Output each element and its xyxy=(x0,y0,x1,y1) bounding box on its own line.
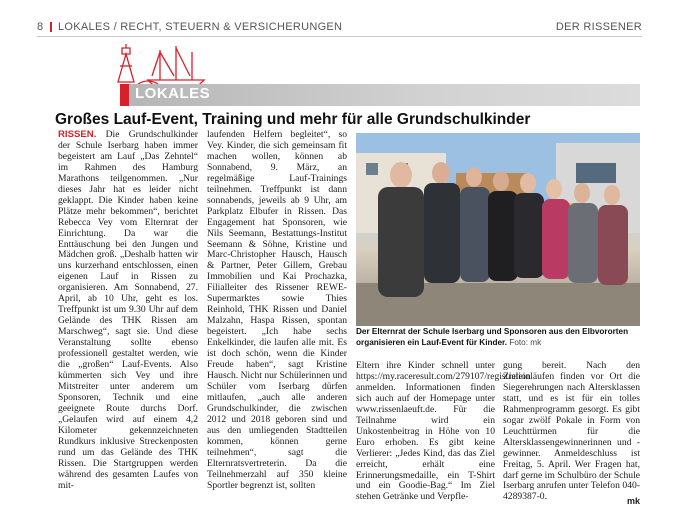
article-column-2 xyxy=(207,130,347,510)
article-dateline: RISSEN. xyxy=(58,129,97,140)
photo-caption xyxy=(356,327,640,355)
column-1-text: Die Grundschulkinder der Schule Iserbarg haben immer begeistert am Lauf „Das Zehntel“ im Rahmen des Hamburg Marathons teilgenommen. „Nur dieses Jahr hat es leider nicht geklappt. Die Kinder haben keine Plätze mehr bekommen“, berichtet Rebecca Vey vom Elternrat der Einrichtung. Da war die Enttäuschung bei den Jungen und Mädchen groß. „Deshalb hatten wir uns kurzerhand entschlossen, einen eigenen Lauf in Rissen zu organisieren. Am Sonnabend, 27. April, ab 10 Uhr, geht es los. Treffpunkt ist um 9.30 Uhr auf dem Gelände des THK Rissen am Marschweg“, sagt sie. Und diese Veranstaltung sollte ebenso professionell gestaltet werden, wie die „großen“ Lauf-Events. Also kümmerten sich Vey und ihre Mitstreiter unter anderem um Sponsoren, Technik und eine geeignete Route durchs Dorf. „Gelaufen wird auf einem 4,2 Kilometer gekennzeichneten Rundkurs inklusive Streckenposten rund um das Gelände des THK Rissen. Die Startgruppen werden während des gesamten Laufes von mit- xyxy=(58,129,198,491)
column-2-text: laufenden Helfern begleitet“, so Vey. Kinder, die sich gemeinsam fit machen wollen, können ab Sonnabend, 9. März, an regelmäßige Lauf-Trainings teilnehmen. Treffpunkt ist dann sonnabends, jeweils ab 9 Uhr, am Parkplatz Elbufer in Rissen. Das Engagement hat Sponsoren, wie Nils Seemann, Bestattungs-Institut Seemann & Söhne, Kristine und Marc-Christopher Hausch, Hausch & Partner, Peter Gillem, Grebau Immobilien und Kai Prochazka, Filialleiter des Rissener REWE-Supermarktes sowie Thies Reinhold, THK Rissen und Daniel Malzahn, Haspa Rissen, spontan begeistert. „Ich habe sechs Enkelkinder, die laufen alle mit. Es ist doch schön, wenn die Kinder Freude haben“, sagt Kristine Hausch. Nicht nur Schülerinnen und Schüler vom Iserbarg dürfen mitlaufen, „auch alle anderen Grundschulkinder, die zwischen 2012 und 2018 geboren sind und aus den umliegenden Stadtteilen kommen, können gerne teilnehmen“, sagt die Elternratsvertreterin. Da die Teilnehmerzahl auf 350 kleine Sportler begrenzt ist, sollten xyxy=(207,129,347,491)
section-banner-accent xyxy=(120,84,129,106)
photo-caption-text: Der Elternrat der Schule Iserbarg und Sponsoren aus den Elbvororten organisieren ein Lauf-Event für Kinder. xyxy=(356,327,629,347)
header-rule xyxy=(37,36,642,37)
section-banner-label: LOKALES xyxy=(135,85,211,102)
page-number: 8 xyxy=(37,21,44,33)
article-column-1 xyxy=(58,130,198,510)
column-3-text: Eltern ihre Kinder schnell unter https://my.raceresult.com/279107/registration anmelden. Informationen finden sich auch auf der Homepage unter www.rissenlaeuft.de. Für die Teilnahme wird ein Unkostenbeitrag in Höhe von 10 Euro erhoben. Es gibt keine Verlierer: „Jedes Kind, das das Ziel erreicht, erhält eine Erinnerungsmedaille, ein T-Shirt und ein Goodie-Bag.“ Im Ziel stehen Getränke und Verpfle- xyxy=(356,360,531,503)
lighthouse-ship-logo xyxy=(108,42,208,86)
article-column-4 xyxy=(503,361,640,509)
photo-credit: Foto: mk xyxy=(509,337,542,347)
publication-name: DER RISSENER xyxy=(555,21,642,33)
article-headline: Großes Lauf-Event, Training und mehr für alle Grundschulkinder xyxy=(55,111,531,128)
page-header xyxy=(0,0,696,36)
author-byline: mk xyxy=(626,496,640,506)
article-column-3 xyxy=(356,360,531,509)
section-title: LOKALES / RECHT, STEUERN & VERSICHERUNGEN xyxy=(58,21,343,33)
article-photo xyxy=(356,133,640,326)
header-divider xyxy=(50,22,52,32)
column-4-text: gung bereit. Nach den Zieleinläufen finden vor Ort die Siegerehrungen nach Altersklassen statt, und es ist für ein tolles Rahmenprogramm gesorgt. Es gibt sogar zwölf Pokale in Form von Leuchttürmen für die Altersklassengewinnerinnen und -gewinner. Anmeldeschluss ist Freitag, 5. April. Wer Fragen hat, darf gerne im Schulbüro der Schule Iserbarg anrufen unter Telefon 040-4289387-0. xyxy=(503,360,640,503)
